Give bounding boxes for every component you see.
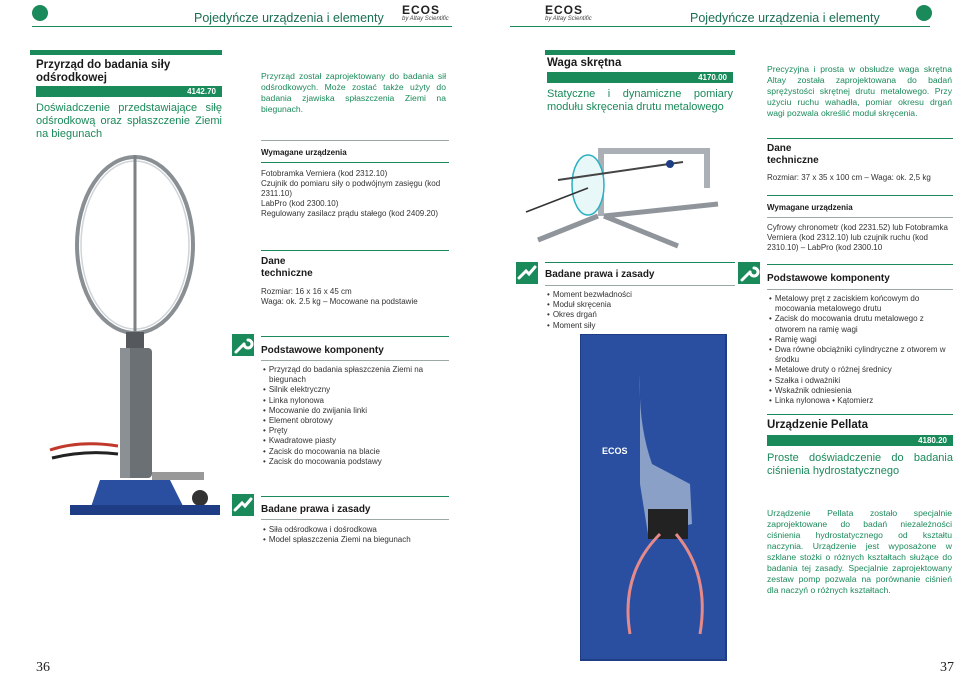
components-list — [767, 294, 953, 406]
pellat-apparatus-photo — [580, 334, 730, 664]
divider — [261, 250, 449, 251]
component-item: • Przyrząd do badania spłaszczenia Ziemi na biegunach — [261, 365, 441, 385]
required-text: Cyfrowy chronometr (kod 2231.52) lub Fotobramka Verniera (kod 2312.10) lub czujnik ruchu (kod 2310.10) – LabPro (kod 2300.10 — [767, 223, 948, 252]
title-top-bar — [30, 50, 222, 55]
component-item: • Zacisk do mocowania drutu metalowego z otworem na ramię wagi — [767, 314, 953, 334]
component-item: • Dwa równe obciążniki cylindryczne z otworem w środku — [767, 345, 953, 365]
topics-heading: Badane prawa i zasady — [261, 504, 371, 515]
required-list — [261, 169, 449, 219]
product-code: 4170.00 — [547, 72, 733, 83]
divider — [261, 496, 449, 497]
product-title: Przyrząd do badania siły odśrodkowej — [36, 59, 171, 84]
header-title-right: Pojedyńcze urządzenia i elementy — [690, 11, 880, 25]
product2-code: 4180.20 — [767, 435, 953, 446]
topics-list — [545, 290, 725, 331]
divider — [261, 360, 449, 361]
header-rule-left — [32, 26, 452, 27]
component-item: • Zacisk do mocowania podstawy — [261, 457, 441, 467]
tech-line: Rozmiar: 16 x 16 x 45 cm — [261, 287, 352, 296]
centrifugal-force-apparatus-photo — [40, 150, 245, 520]
component-item: • Zacisk do mocowania na blacie — [261, 447, 441, 457]
page-number-left: 36 — [36, 660, 50, 675]
topic-item: • Siła odśrodkowa i dośrodkowa — [261, 525, 451, 535]
components-heading: Podstawowe komponenty — [261, 345, 384, 356]
product-code: 4142.70 — [36, 86, 222, 97]
divider — [261, 162, 449, 163]
product-description: Przyrząd został zaprojektowany do badania sił odśrodkowych. Może zostać także użyty do badania zjawiska spłaszczenia Ziemi na biegunach. — [261, 71, 446, 114]
topics-list — [261, 525, 451, 545]
topic-item: • Moment bezwładności — [545, 290, 725, 300]
ecos-logo-left — [402, 4, 450, 23]
divider — [261, 336, 449, 337]
divider — [261, 140, 449, 141]
logo-subtext: by Altay Scientific — [402, 16, 449, 22]
product2-subtitle: Proste doświadczenie do badania ciśnienia hydrostatycznego — [767, 452, 953, 477]
tech-heading: Dane techniczne — [261, 256, 313, 279]
required-item: Czujnik do pomiaru siły o podwójnym zasięgu (kod 2311.10) — [261, 179, 441, 198]
component-item: • Silnik elektryczny — [261, 385, 441, 395]
topic-item: • Moment siły — [545, 321, 725, 331]
page-number-right: 37 — [940, 660, 954, 675]
wrench-icon — [738, 262, 760, 284]
component-item: • Ramię wagi — [767, 335, 953, 345]
tech-data — [261, 287, 449, 307]
header-rule-right — [510, 26, 930, 27]
header-title-left: Pojedyńcze urządzenia i elementy — [194, 11, 384, 25]
wrench-icon — [232, 334, 254, 356]
component-item: • Mocowanie do zwijania linki — [261, 406, 441, 416]
required-item: Regulowany zasilacz prądu stałego (kod 2409.20) — [261, 209, 438, 218]
divider — [767, 414, 953, 415]
topic-item: • Model spłaszczenia Ziemi na biegunach — [261, 535, 451, 545]
scale-law-icon — [516, 262, 538, 284]
logo-text: ECOS — [402, 3, 441, 17]
divider — [767, 217, 953, 218]
scale-law-icon — [232, 494, 254, 516]
header-dot-right — [916, 5, 932, 21]
topic-item: • Moduł skręcenia — [545, 300, 725, 310]
components-list — [261, 365, 441, 467]
tech-heading: Dane techniczne — [767, 143, 819, 166]
required-heading: Wymagane urządzenia — [767, 203, 853, 212]
topics-heading: Badane prawa i zasady — [545, 269, 655, 280]
product-title: Waga skrętna — [547, 57, 622, 69]
component-item: • Kwadratowe piasty — [261, 436, 441, 446]
component-item: • Linka nylonowa • Kątomierz — [767, 396, 953, 406]
divider — [767, 195, 953, 196]
component-item: • Pręty — [261, 426, 441, 436]
logo-text: ECOS — [545, 3, 584, 17]
logo-subtext: by Altay Scientific — [545, 16, 592, 22]
svg-text:ECOS: ECOS — [602, 446, 628, 456]
required-heading: Wymagane urządzenia — [261, 148, 347, 157]
header-dot-left — [32, 5, 48, 21]
product-description: Precyzyjna i prosta w obsłudze waga skrętna Altay została zaprojektowana do badań sprężystości skrętnej drutu metalowego. Przy użyciu ruchu wahadła, pomiar okresu drgań wagi pozwala określić moduł skręcenia. — [767, 64, 952, 118]
topic-item: • Okres drgań — [545, 310, 725, 320]
torsion-balance-photo — [518, 140, 740, 252]
divider — [767, 264, 953, 265]
divider — [767, 138, 953, 139]
component-item: • Wskaźnik odniesienia — [767, 386, 953, 396]
components-heading: Podstawowe komponenty — [767, 273, 890, 284]
divider — [545, 285, 735, 286]
component-item: • Linka nylonowa — [261, 396, 441, 406]
divider — [545, 262, 735, 263]
required-item: Fotobramka Verniera (kod 2312.10) — [261, 169, 388, 178]
product2-title: Urządzenie Pellata — [767, 419, 868, 431]
tech-line: Rozmiar: 37 x 35 x 100 cm – Waga: ok. 2,5 kg — [767, 173, 931, 182]
component-item: • Metalowy pręt z zaciskiem końcowym do mocowania metalowego drutu — [767, 294, 953, 314]
product-subtitle: Doświadczenie przedstawiające siłę odśrodkową oraz spłaszczenie Ziemi na biegunach — [36, 102, 222, 140]
component-item: • Element obrotowy — [261, 416, 441, 426]
product2-description: Urządzenie Pellata zostało specjalnie zaprojektowane do badań niezależności ciśnienia hydrostatycznego od kształtu naczynia. Urządzenie jest wyposażone w szklane stożki o różnych kształtach służące do badania tej zasady. Specjalnie zaprojektowany zestaw pomp pozwala na porównanie ciśnień dla naczyń o różnych kształtach. — [767, 508, 952, 595]
component-item: • Szałka i odważniki — [767, 376, 953, 386]
product-subtitle: Statyczne i dynamiczne pomiary modułu skręcenia drutu metalowego — [547, 88, 733, 113]
required-item: LabPro (kod 2300.10) — [261, 199, 339, 208]
component-item: • Metalowe druty o różnej średnicy — [767, 365, 953, 375]
tech-line: Waga: ok. 2.5 kg – Mocowane na podstawie — [261, 297, 418, 306]
ecos-logo-right — [545, 4, 597, 23]
divider — [767, 289, 953, 290]
divider — [261, 519, 449, 520]
title-top-bar — [545, 50, 735, 55]
